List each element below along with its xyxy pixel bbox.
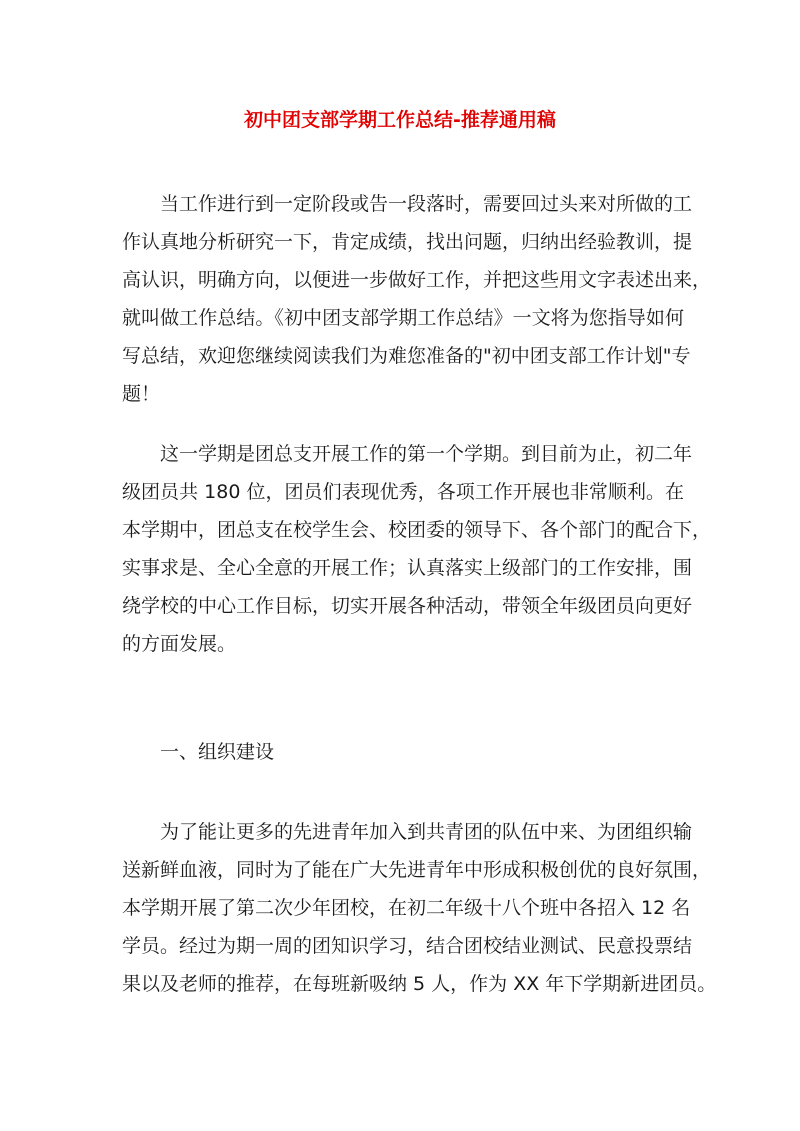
paragraph-line: 本学期中，团总支在校学生会、校团委的领导下、各个部门的配合下，	[122, 519, 712, 541]
paragraph-line: 就叫做工作总结。《初中团支部学期工作总结》一文将为您指导如何	[122, 307, 684, 329]
summary-paragraph	[122, 435, 712, 663]
paragraph-line: 这一学期是团总支开展工作的第一个学期。到目前为止，初二年	[160, 443, 693, 465]
paragraph-line: 本学期开展了第二次少年团校，在初二年级十八个班中各招入 12 名	[122, 897, 691, 919]
paragraph-line: 作认真地分析研究一下，肯定成绩，找出问题，归纳出经验教训，提	[122, 231, 693, 253]
paragraph-line: 为了能让更多的先进青年加入到共青团的队伍中来、为团组织输	[160, 821, 693, 843]
paragraph-line: 题！	[122, 383, 161, 405]
paragraph-line: 当工作进行到一定阶段或告一段落时，需要回过头来对所做的工	[160, 193, 693, 215]
paragraph-line: 学员。经过为期一周的团知识学习，结合团校结业测试、民意投票结	[122, 935, 693, 957]
paragraph-line: 高认识，明确方向，以便进一步做好工作，并把这些用文字表述出来，	[122, 269, 712, 291]
paragraph-line: 级团员共 180 位，团员们表现优秀，各项工作开展也非常顺利。在	[122, 481, 684, 503]
paragraph-line: 果以及老师的推荐，在每班新吸纳 5 人，作为 XX 年下学期新进团员。	[122, 973, 717, 995]
section-heading: 一、组织建设	[160, 741, 275, 763]
intro-paragraph	[122, 185, 712, 413]
document-title: 初中团支部学期工作总结-推荐通用稿	[244, 109, 556, 131]
organization-paragraph	[122, 813, 717, 1003]
paragraph-line: 实事求是、全心全意的开展工作；认真落实上级部门的工作安排，围	[122, 557, 693, 579]
paragraph-line: 写总结，欢迎您继续阅读我们为难您准备的"初中团支部工作计划"专	[122, 345, 691, 367]
paragraph-line: 绕学校的中心工作目标，切实开展各种活动，带领全年级团员向更好	[122, 595, 693, 617]
paragraph-line: 送新鲜血液，同时为了能在广大先进青年中形成积极创优的良好氛围，	[122, 859, 712, 881]
paragraph-line: 的方面发展。	[122, 633, 237, 655]
